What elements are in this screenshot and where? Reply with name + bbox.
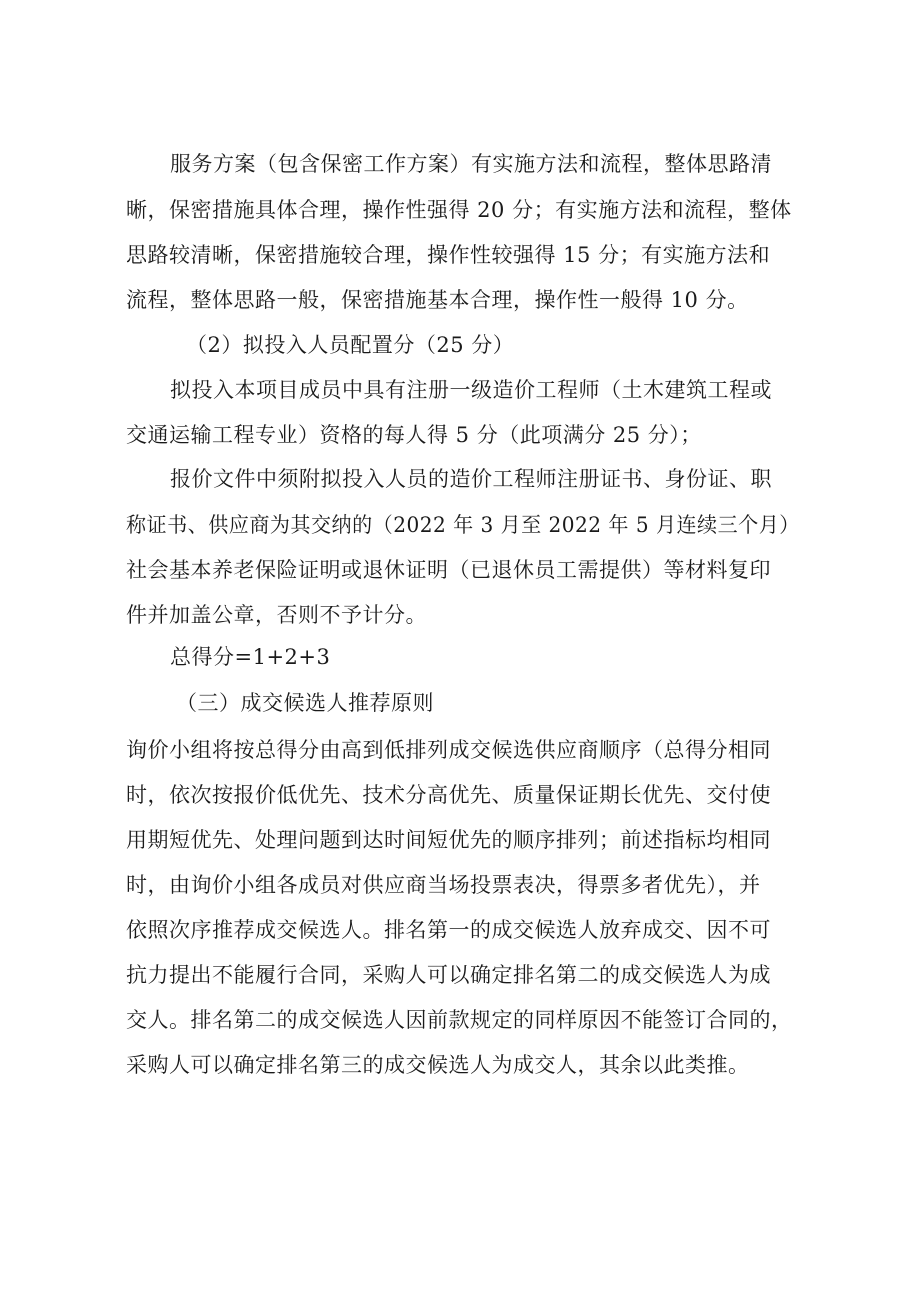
paragraph-line: 晰，保密措施具体合理，操作性强得 20 分；有实施方法和流程，整体 xyxy=(126,198,792,222)
paragraph-line: 交通运输工程专业）资格的每人得 5 分（此项满分 25 分）； xyxy=(126,423,702,447)
paragraph-line: 抗力提出不能履行合同，采购人可以确定排名第二的成交候选人为成 xyxy=(126,963,771,987)
paragraph-line: 社会基本养老保险证明或退休证明（已退休员工需提供）等材料复印 xyxy=(126,558,771,582)
paragraph-line: 报价文件中须附拟投入人员的造价工程师注册证书、身份证、职 xyxy=(170,467,772,491)
paragraph-line: 思路较清晰，保密措施较合理，操作性较强得 15 分；有实施方法和 xyxy=(126,243,771,267)
paragraph-line: 询价小组将按总得分由高到低排列成交候选供应商顺序（总得分相同 xyxy=(126,738,771,762)
paragraph-line: 用期短优先、处理问题到达时间短优先的顺序排列；前述指标均相同 xyxy=(126,828,771,852)
paragraph-line: 件并加盖公章，否则不予计分。 xyxy=(126,603,427,627)
paragraph-line: 流程，整体思路一般，保密措施基本合理，操作性一般得 10 分。 xyxy=(126,288,749,312)
paragraph-line: 依照次序推荐成交候选人。排名第一的成交候选人放弃成交、因不可 xyxy=(126,918,771,942)
paragraph-line: 称证书、供应商为其交纳的（2022 年 3 月至 2022 年 5 月连续三个月） xyxy=(126,513,800,537)
paragraph-line: 时，依次按报价低优先、技术分高优先、质量保证期长优先、交付使 xyxy=(126,783,771,807)
paragraph-line: 交人。排名第二的成交候选人因前款规定的同样原因不能签订合同的， xyxy=(126,1008,793,1032)
paragraph-line: 时，由询价小组各成员对供应商当场投票表决，得票多者优先），并 xyxy=(126,873,761,897)
paragraph-line: 服务方案（包含保密工作方案）有实施方法和流程，整体思路清 xyxy=(170,152,772,176)
section-heading: （2）拟投入人员配置分（25 分） xyxy=(186,333,515,357)
section-heading: （三）成交候选人推荐原则 xyxy=(176,691,434,715)
paragraph-line: 采购人可以确定排名第三的成交候选人为成交人，其余以此类推。 xyxy=(126,1053,750,1077)
formula-line: 总得分=1+2+3 xyxy=(170,645,331,669)
paragraph-line: 拟投入本项目成员中具有注册一级造价工程师（土木建筑工程或 xyxy=(170,378,772,402)
